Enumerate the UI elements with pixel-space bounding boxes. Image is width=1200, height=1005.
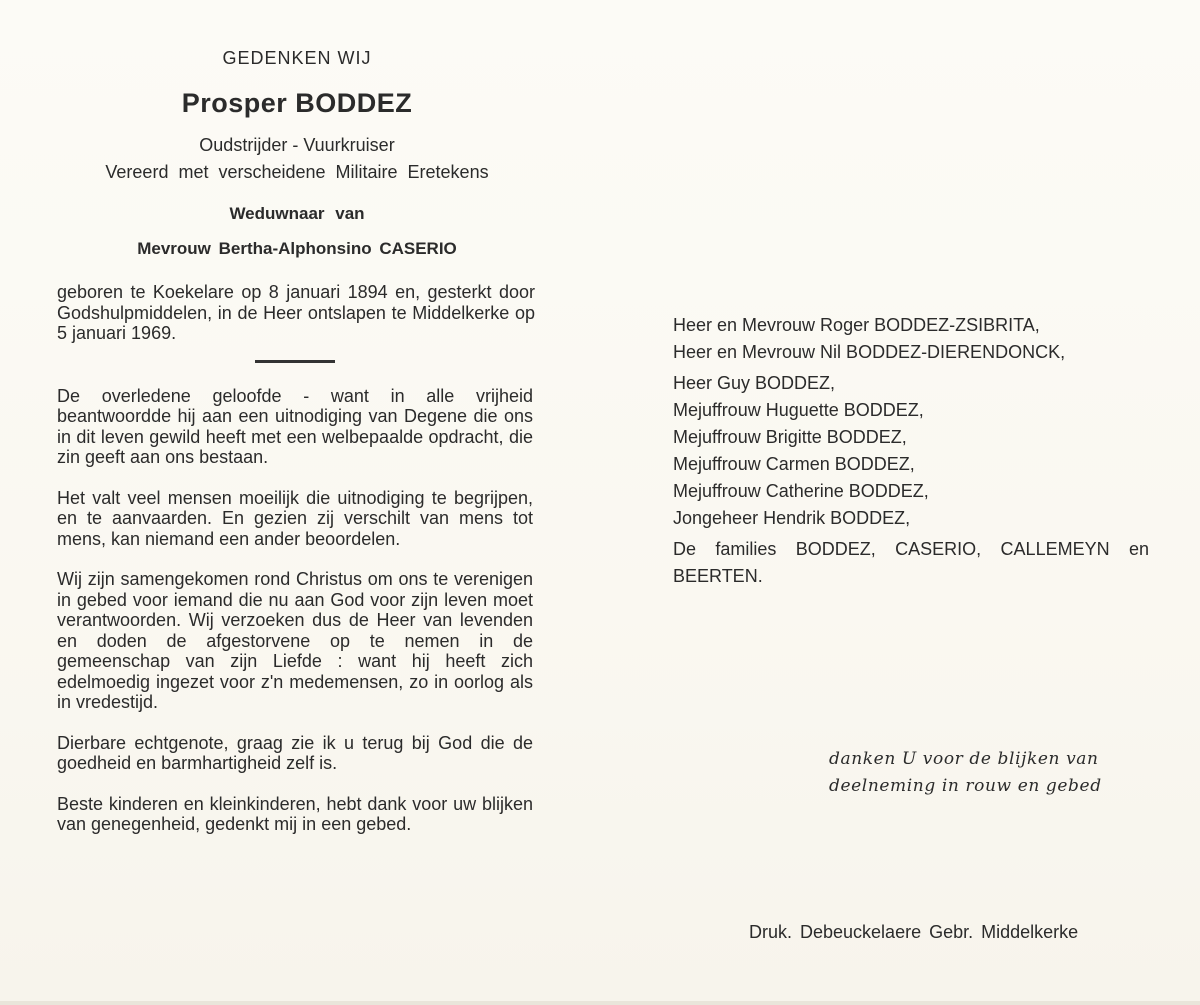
thanks-line: danken U voor de blijken van [829, 749, 1099, 769]
subtitle-honors: Vereerd met verscheidene Militaire Eretekens [105, 162, 489, 182]
birth-death-paragraph: geboren te Koekelare op 8 januari 1894 en, gesterkt door Godshulpmiddelen, in de Heer ontslapen te Middelkerke op 5 januari 1969. [57, 282, 535, 343]
left-column [57, 46, 537, 835]
family-member: Jongeheer Hendrik BODDEZ, [673, 508, 911, 528]
paragraph-invitation: Het valt veel mensen moeilijk die uitnodiging te begrijpen, en te aanvaarden. En gezien zij verschilt van mens tot mens, kan niemand een ander beoordelen. [57, 487, 533, 549]
family-member: Heer en Mevrouw Nil BODDEZ-DIERENDONCK, [673, 342, 1066, 362]
family-member: Heer Guy BODDEZ, [673, 373, 836, 393]
paragraph-children: Beste kinderen en kleinkinderen, hebt dank voor uw blijken van genegenheid, gedenkt mij in een gebed. [57, 793, 533, 834]
paragraph-belief: De overledene geloofde - want in alle vrijheid beantwoordde hij aan een uitnodiging van Degene die ons in dit leven gewild heeft met een welbepaalde opdracht, die zin geeft aan ons bestaan. [57, 385, 533, 467]
intro-heading: GEDENKEN WIJ [222, 48, 372, 68]
paragraph-prayer: Wij zijn samengekomen rond Christus om ons te verenigen in gebed voor iemand die nu aan God voor zijn leven moet verantwoorden. Wij verzoeken dus de Heer van levenden en doden de afgestorvene op te nemen in de gemeenschap van zijn Liefde : want hij heeft zich edelmoedig ingezet voor z'n medemensen, zo in oorlog als in vredestijd. [57, 569, 533, 712]
card-bottom-edge [0, 1001, 1200, 1005]
family-member: Mejuffrouw Catherine BODDEZ, [673, 481, 929, 501]
family-member: Mejuffrouw Brigitte BODDEZ, [673, 427, 907, 447]
family-member: Mejuffrouw Huguette BODDEZ, [673, 400, 924, 420]
deceased-name: Prosper BODDEZ [181, 88, 413, 118]
family-member: Mejuffrouw Carmen BODDEZ, [673, 454, 915, 474]
spouse-name: Mevrouw Bertha-Alphonsino CASERIO [137, 239, 457, 258]
widower-label: Weduwnaar van [229, 204, 365, 223]
family-column [673, 312, 1151, 590]
related-families: De families BODDEZ, CASERIO, CALLEMEYN en BEERTEN. [673, 539, 1149, 586]
subtitle-veteran: Oudstrijder - Vuurkruiser [199, 135, 395, 155]
family-member: Heer en Mevrouw Roger BODDEZ-ZSIBRITA, [673, 315, 1040, 335]
paragraph-spouse: Dierbare echtgenote, graag zie ik u terug bij God die de goedheid en barmhartigheid zelf is. [57, 732, 533, 773]
printer-imprint: Druk. Debeuckelaere Gebr. Middelkerke [749, 922, 1079, 942]
thanks-note [829, 746, 1149, 800]
divider-rule [255, 360, 335, 363]
thanks-line: deelneming in rouw en gebed [829, 776, 1102, 796]
